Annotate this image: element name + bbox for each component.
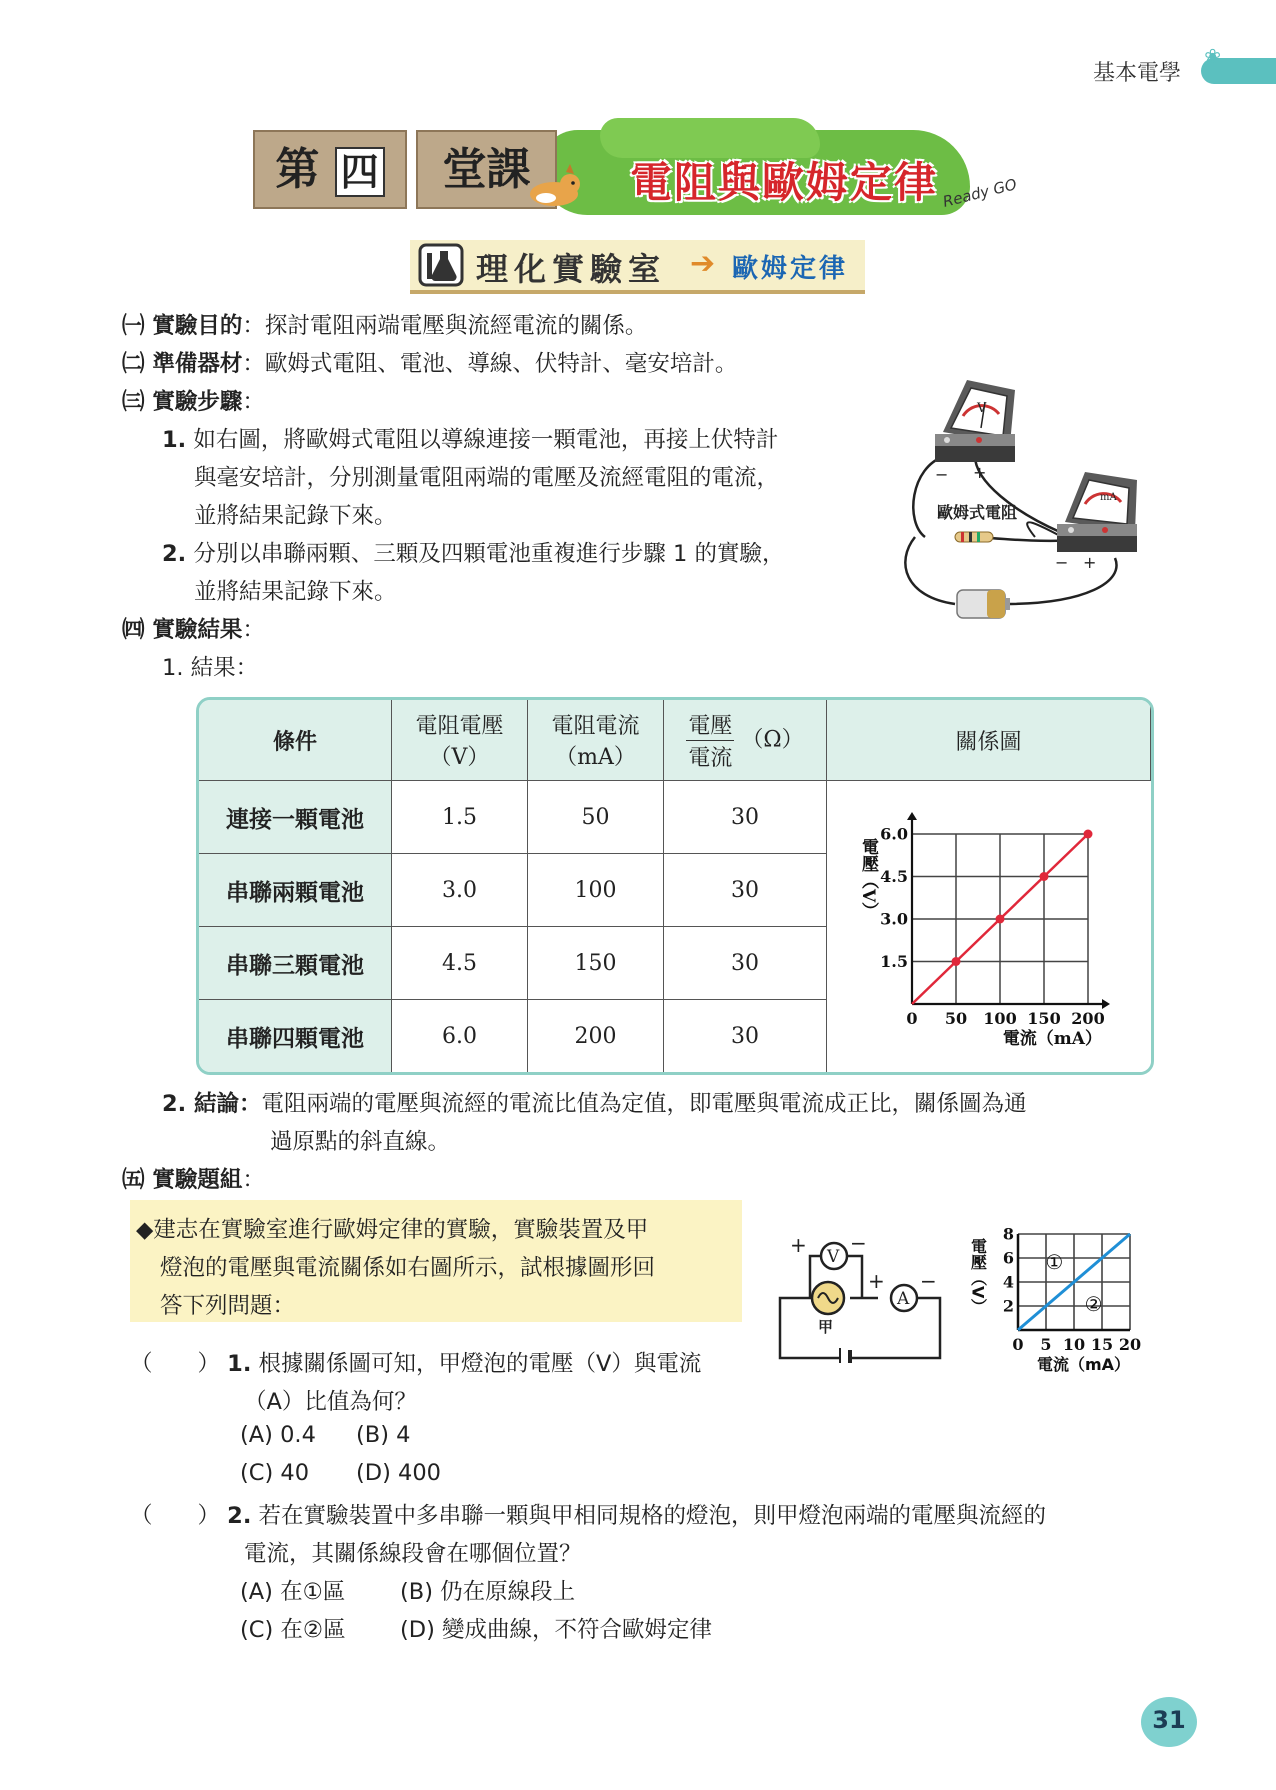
chapter-char-2: 四	[335, 147, 385, 197]
dog-icon	[524, 162, 586, 212]
row-2-voltage: 3.0	[392, 854, 528, 927]
y-tick-label: 8	[1002, 1224, 1014, 1244]
ratio-fraction: $\frac{\text{電壓}}{\text{電流}}$	[686, 709, 734, 772]
row-3-condition: 串聯三顆電池	[199, 927, 392, 1000]
q1-option-d[interactable]: (D) 400	[356, 1460, 441, 1486]
table-row	[199, 781, 1151, 854]
flask-icon	[418, 243, 464, 287]
region-1-label: ①	[1045, 1249, 1064, 1274]
section-purpose-label: ㈠ 實驗目的	[122, 313, 243, 339]
chapter-char-1: 第	[275, 144, 320, 195]
section-equipment-text: ：歐姆式電阻、電池、導線、伏特計、毫安培計。	[242, 351, 738, 377]
page-number: 31	[1152, 1706, 1186, 1734]
step-1-line-2: 與毫安培計，分別測量電阻兩端的電壓及流經電阻的電流，	[194, 465, 780, 491]
chapter-box-1	[253, 130, 407, 209]
row-3-current: 150	[528, 927, 664, 1000]
lesson-title: 電阻與歐姆定律	[630, 158, 939, 207]
conclusion-line-1: 電阻兩端的電壓與流經的電流比值為定值，即電壓與電流成正比，關係圖為通	[261, 1091, 1027, 1117]
header-ratio: $\frac{\text{電壓}}{\text{電流}}$ （Ω）	[664, 700, 827, 781]
step-1	[162, 422, 778, 454]
y-tick-label: 1.5	[879, 951, 908, 971]
resistor-label: 歐姆式電阻	[937, 503, 1018, 522]
ex-voltmeter-minus: −	[850, 1231, 867, 1255]
section-purpose-text: ：探討電阻兩端電壓與流經電流的關係。	[242, 313, 648, 339]
y-tick-label: 2	[1002, 1296, 1014, 1316]
question-2	[130, 1498, 1046, 1530]
row-4-voltage: 6.0	[392, 1000, 528, 1072]
chapter-char-3: 堂課	[442, 144, 531, 195]
conclusion-label: 2. 結論：	[162, 1091, 262, 1117]
result-item-label: 1. 結果：	[162, 655, 259, 681]
exercise-intro-line-2: 燈泡的電壓與電流關係如右圖所示，試根據圖形回	[160, 1255, 656, 1281]
y-axis-label: 電壓（V）	[857, 837, 878, 919]
step-2	[162, 536, 784, 568]
q2-option-b[interactable]: (B) 仍在原線段上	[400, 1579, 576, 1605]
section-results	[122, 612, 265, 644]
step-1-line-3: 並將結果記錄下來。	[194, 503, 397, 529]
y-tick-label: 6.0	[879, 823, 908, 843]
region-2-label: ②	[1084, 1291, 1103, 1316]
graph-cell	[827, 781, 1151, 1073]
section-purpose	[122, 308, 647, 340]
q2-line-2: 電流，其關係線段會在哪個位置？	[244, 1541, 582, 1567]
question-1	[130, 1346, 701, 1378]
results-table-container	[196, 697, 1154, 1075]
y-axis-arrow	[907, 812, 917, 820]
results-table	[199, 700, 1151, 1072]
data-point	[951, 957, 960, 966]
row-1-current: 50	[528, 781, 664, 854]
milliammeter-minus: −	[1055, 553, 1069, 572]
x-axis-label: 電流（mA）	[1002, 1028, 1102, 1049]
x-tick-label: 50	[944, 1008, 967, 1028]
q2-option-a[interactable]: (A) 在①區	[240, 1579, 346, 1605]
header-current: 電阻電流 （mA）	[528, 700, 664, 781]
x-tick-label: 5	[1040, 1335, 1052, 1354]
x-tick-label: 0	[906, 1008, 918, 1028]
q1-line-1: 根據關係圖可知，甲燈泡的電壓（V）與電流	[258, 1351, 702, 1377]
x-tick-label: 20	[1118, 1335, 1142, 1354]
ex-ammeter-plus: +	[868, 1269, 885, 1293]
q2-option-c[interactable]: (C) 在②區	[240, 1617, 346, 1643]
q1-option-b[interactable]: (B) 4	[356, 1422, 411, 1448]
table-header-row	[199, 700, 1151, 781]
q2-answer-blank[interactable]: （ ）	[130, 1503, 221, 1529]
ex-voltmeter-label: V	[827, 1247, 840, 1267]
y-tick-label: 4.5	[879, 866, 908, 886]
q1-num: 1.	[227, 1351, 252, 1377]
header-subject: 基本電學	[1092, 61, 1181, 86]
exercise-circuit-diagram	[770, 1228, 950, 1363]
y-tick-label: 4	[1002, 1272, 1014, 1292]
q1-line-2: （A）比值為何？	[244, 1389, 417, 1415]
battery-icon	[957, 590, 1010, 618]
x-tick-label: 100	[983, 1008, 1017, 1028]
lab-subtitle: 歐姆定律	[732, 254, 849, 284]
section-steps-label: ㈢ 實驗步驟	[122, 389, 243, 415]
x-axis-label: 電流（mA）	[1036, 1355, 1130, 1374]
voltmeter-label: V	[977, 401, 987, 416]
q2-line-1: 若在實驗裝置中多串聯一顆與甲相同規格的燈泡，則甲燈泡兩端的電壓與流經的	[258, 1503, 1047, 1529]
experiment-circuit-figure	[895, 372, 1160, 622]
exercise-intro-line-1: ◆建志在實驗室進行歐姆定律的實驗，實驗裝置及甲	[136, 1217, 649, 1243]
y-tick-label: 3.0	[879, 908, 908, 928]
header-condition: 條件	[199, 700, 392, 781]
lab-title: 理化實驗室	[476, 250, 667, 288]
header-voltage: 電阻電壓 （V）	[392, 700, 528, 781]
row-1-condition: 連接一顆電池	[199, 781, 392, 854]
arrow-right-icon: ➔	[690, 246, 716, 281]
row-2-ratio: 30	[664, 854, 827, 927]
row-2-condition: 串聯兩顆電池	[199, 854, 392, 927]
section-steps	[122, 384, 265, 416]
milliammeter-label: mA	[1100, 492, 1117, 503]
q2-option-d[interactable]: (D) 變成曲線，不符合歐姆定律	[400, 1617, 713, 1643]
q1-answer-blank[interactable]: （ ）	[130, 1351, 221, 1377]
x-tick-label: 0	[1012, 1335, 1024, 1354]
conclusion-line-2: 過原點的斜直線。	[270, 1129, 451, 1155]
ex-ammeter-minus: −	[920, 1269, 937, 1293]
x-tick-label: 15	[1090, 1335, 1114, 1354]
step-2-line-1: 分別以串聯兩顆、三顆及四顆電池重複進行步驟 1 的實驗，	[193, 541, 785, 567]
y-axis-label: 電壓（V）	[968, 1238, 988, 1315]
section-exercise-label: ㈤ 實驗題組	[122, 1167, 243, 1193]
row-3-ratio: 30	[664, 927, 827, 1000]
exercise-vi-chart	[968, 1200, 1158, 1386]
conclusion	[162, 1086, 1027, 1118]
section-exercise	[122, 1162, 265, 1194]
data-point	[1083, 829, 1092, 838]
milliammeter	[1055, 472, 1137, 572]
paw-icon: ❀	[1204, 44, 1221, 68]
row-4-current: 200	[528, 1000, 664, 1072]
q2-num: 2.	[227, 1503, 252, 1529]
milliammeter-plus: +	[1083, 553, 1097, 572]
header-graph: 關係圖	[827, 700, 1151, 781]
vi-relationship-chart	[840, 786, 1138, 1062]
ready-go-label: Ready GO	[940, 175, 1019, 211]
row-1-voltage: 1.5	[392, 781, 528, 854]
row-3-voltage: 4.5	[392, 927, 528, 1000]
section-equipment	[122, 346, 737, 378]
x-tick-label: 200	[1071, 1008, 1105, 1028]
q1-option-a[interactable]: (A) 0.4	[240, 1422, 316, 1448]
data-point	[995, 914, 1004, 923]
row-1-ratio: 30	[664, 781, 827, 854]
section-results-colon: ：	[242, 617, 265, 643]
exercise-intro-line-3: 答下列問題：	[160, 1293, 296, 1319]
ex-voltmeter-plus: +	[790, 1233, 807, 1257]
q1-option-c[interactable]: (C) 40	[240, 1460, 310, 1486]
step-1-num: 1.	[162, 427, 187, 453]
row-4-ratio: 30	[664, 1000, 827, 1072]
x-tick-label: 150	[1027, 1008, 1061, 1028]
section-exercise-colon: ：	[242, 1167, 265, 1193]
row-2-current: 100	[528, 854, 664, 927]
step-1-line-1: 如右圖，將歐姆式電阻以導線連接一顆電池，再接上伏特計	[193, 427, 779, 453]
voltmeter-minus: −	[935, 465, 949, 484]
row-4-condition: 串聯四顆電池	[199, 1000, 392, 1072]
step-2-line-2: 並將結果記錄下來。	[194, 579, 397, 605]
section-results-label: ㈣ 實驗結果	[122, 617, 243, 643]
step-2-num: 2.	[162, 541, 187, 567]
voltmeter	[935, 380, 1015, 484]
section-equipment-label: ㈡ 準備器材	[122, 351, 243, 377]
x-axis-arrow	[1102, 999, 1110, 1009]
data-point	[1039, 872, 1048, 881]
bulb-label: 甲	[818, 1318, 834, 1336]
ex-ammeter-label: A	[897, 1289, 910, 1309]
x-tick-label: 10	[1062, 1335, 1086, 1354]
voltmeter-plus: +	[973, 463, 987, 482]
resistor-icon	[955, 532, 993, 542]
section-steps-colon: ：	[242, 389, 265, 415]
y-tick-label: 6	[1002, 1248, 1014, 1268]
